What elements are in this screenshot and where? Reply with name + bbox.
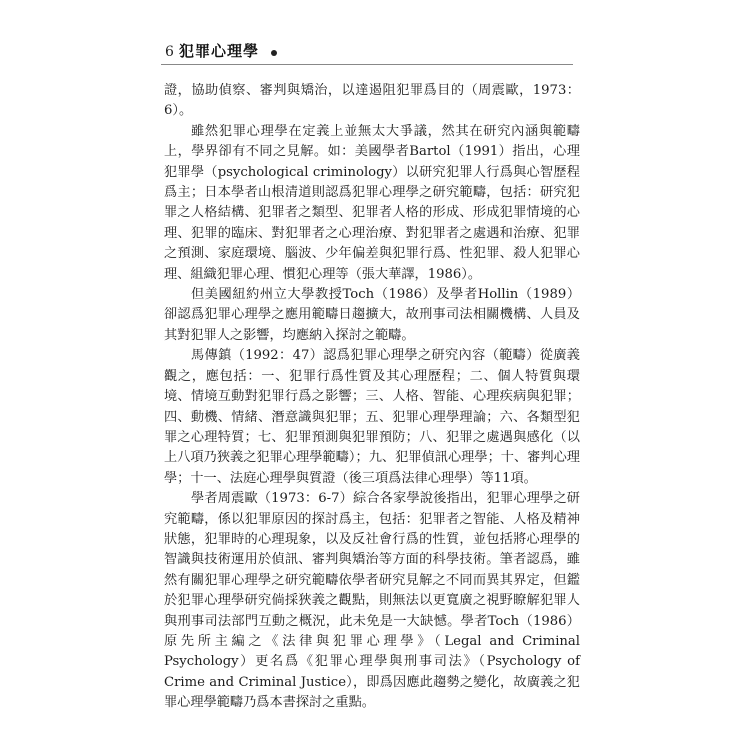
paragraph: 馬傳鎮（1992：47）認爲犯罪心理學之研究內容（範疇）從廣義觀之，應包括：一、犯罪行爲性質及其心理歷程；二、個人特質與環境、情境互動對犯罪行爲之影響；三、人格、智能、心理疾病與犯罪；四、動機、情緒、潛意識與犯罪；五、犯罪心理學理論；六、各類型犯罪之心理特質；七、犯罪預測與犯罪預防；八、犯罪之處遇與感化（以上八項乃狹義之犯罪心理學範疇）；九、犯罪偵訊心理學；十、審判心理學；十一、法庭心理學與質證（後三項爲法律心理學）等11項。 (164, 348, 580, 486)
body-text (164, 81, 580, 714)
running-title: 犯罪心理學 (179, 42, 260, 60)
header-rule (161, 64, 573, 65)
title-ornament-dot (271, 50, 277, 56)
page-number: 6 (165, 44, 174, 60)
running-header (161, 38, 581, 68)
paragraph: 但美國紐約州立大學教授Toch（1986）及學者Hollin（1989）卻認爲犯罪心理學之應用範疇日趨擴大，故刑事司法相關機構、人員及其對犯罪人之影響，均應納入探討之範疇。 (164, 287, 580, 343)
paragraph-continued: 證，協助偵察、審判與矯治，以達遏阻犯罪爲目的（周震歐，1973：6）。 (164, 83, 580, 119)
paragraph: 學者周震歐（1973：6-7）綜合各家學說後指出，犯罪心理學之研究範疇，係以犯罪原因的探討爲主，包括：犯罪者之智能、人格及精神狀態，犯罪時的心理現象，以及反社會行爲的性質，並包括將心理學的智識與技術運用於偵訊、審判與矯治等方面的科學技術。筆者認爲，雖然有關犯罪心理學之研究範疇依學者研究見解之不同而異其界定，但鑑於犯罪心理學研究倘採狹義之觀點，則無法以更寬廣之視野瞭解犯罪人與刑事司法部門互動之概況，此未免是一大缺憾。學者Toch（1986）原先所主編之《法律與犯罪心理學》（Legal and Criminal Psychology）更名爲《犯罪心理學與刑事司法》（Psychology of Crime and Criminal Justice），即爲因應此趨勢之變化，故廣義之犯罪心理學範疇乃爲本書探討之重點。 (164, 491, 580, 711)
paragraph: 雖然犯罪心理學在定義上並無太大爭議，然其在研究內涵與範疇上，學界卻有不同之見解。如：美國學者Bartol（1991）指出，心理犯罪學（psychological criminology）以研究犯罪人行爲與心智歷程爲主；日本學者山根清道則認爲犯罪心理學之研究範疇，包括：研究犯罪之人格結構、犯罪者之類型、犯罪者人格的形成、形成犯罪情境的心理、犯罪的臨床、對犯罪者之心理治療、對犯罪者之處遇和治療、犯罪之預測、家庭環境、腦波、少年偏差與犯罪行爲、性犯罪、殺人犯罪心理、組織犯罪心理、慣犯心理等（張大華譯，1986）。 (164, 123, 580, 282)
